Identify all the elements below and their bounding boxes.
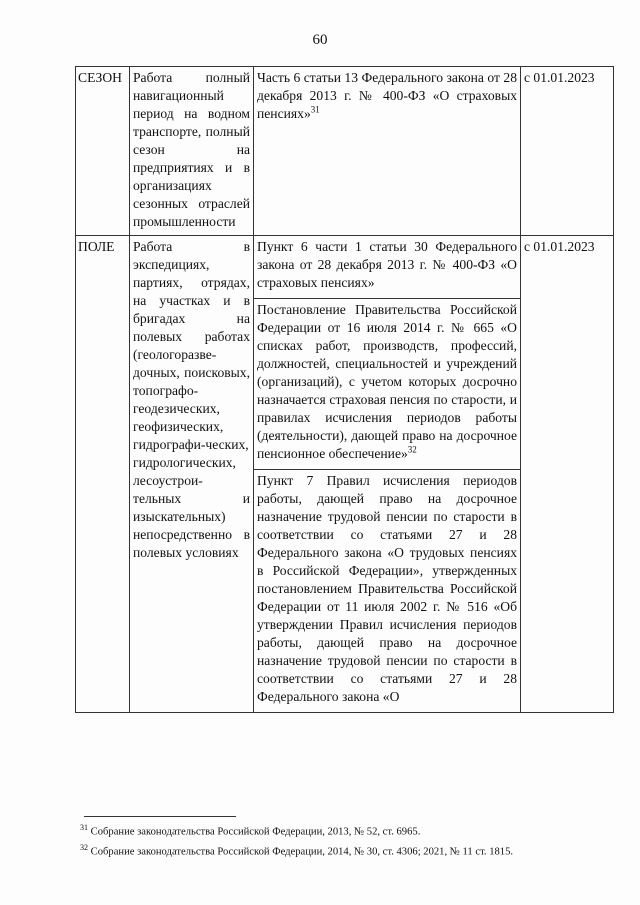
law-text: Пункт 7 Правил исчисления периодов работы, дающей право на досрочное назначение трудовой пенсии по старости в соответствии со статьями 27 и 28 Федерального закона «О трудовых пенсиях в Российской Федерации», утвержденных постановлением Правительства Российской Федерации от 11 июля 2002 г. № 516 «Об утверждении Правил исчисления периодов работы, дающей право на досрочное назначение трудовой пенсии по старости в соответствии со статьями 27 и 28 Федерального закона «О <box>257 473 517 704</box>
row-description: Работа полный навигационный период на водном транспорте, полный сезон на предприятиях и в организациях сезонных отраслей промышленности <box>130 67 254 236</box>
footnote-31 <box>80 820 600 840</box>
row-code: СЕЗОН <box>76 67 130 236</box>
row-description: Работа в экспедициях, партиях, отрядах, на участках и в бригадах на полевых работах (геологоразве-дочных, поисковых, топографо-геодезических, геофизических, гидрографи-ческих, гидрологических, лесоустрои-тельных и изыскательных) непосредственно в полевых условиях <box>130 236 254 713</box>
codes-table <box>75 66 614 713</box>
footnote-32 <box>80 840 600 860</box>
row-code: ПОЛЕ <box>76 236 130 713</box>
footnote-number: 31 <box>80 823 88 832</box>
page-number: 60 <box>312 32 328 48</box>
footnote-number: 32 <box>80 842 88 852</box>
footnote-text: Собрание законодательства Российской Федерации, 2013, № 52, ст. 6965. <box>90 826 421 838</box>
table-row-pole <box>76 236 614 713</box>
law-block <box>254 298 520 469</box>
footnote-ref[interactable]: 32 <box>407 444 417 455</box>
row-law <box>254 236 521 713</box>
footnote-separator <box>84 816 236 817</box>
footnote-ref[interactable]: 31 <box>310 104 320 115</box>
footnotes <box>80 820 600 859</box>
law-text: Постановление Правительства Российской Федерации от 16 июля 2014 г. № 665 «О списках работ, производств, профессий, должностей, специальностей и учреждений (организаций), с учетом которых досрочно назначается страховая пенсия по старости, и правилах исчисления периодов работы (деятельности), дающей право на досрочное пенсионное обеспечение» <box>257 302 517 461</box>
law-text: Часть 6 статьи 13 Федерального закона от 28 декабря 2013 г. № 400-ФЗ «О страховых пенсиях» <box>257 70 517 121</box>
law-block <box>254 469 520 712</box>
row-date: с 01.01.2023 <box>521 236 614 713</box>
table-row-sezon <box>76 67 614 236</box>
row-date: с 01.01.2023 <box>521 67 614 236</box>
law-text: Пункт 6 части 1 статьи 30 Федерального закона от 28 декабря 2013 г. № 400-ФЗ «О страховых пенсиях» <box>257 239 517 290</box>
footnote-text: Собрание законодательства Российской Федерации, 2014, № 30, ст. 4306; 2021, № 11 ст. 1815. <box>90 846 514 858</box>
law-block <box>254 236 520 298</box>
row-law <box>254 67 521 236</box>
